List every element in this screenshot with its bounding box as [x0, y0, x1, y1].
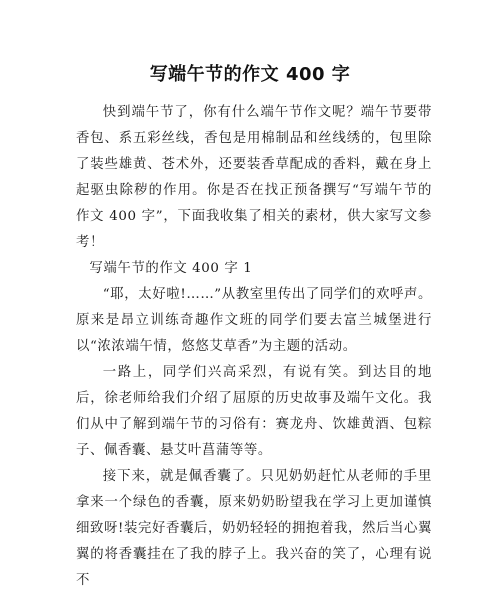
essay-subtitle: 写端午节的作文 400 字 1	[89, 261, 253, 276]
body-paragraph: 接下来，就是佩香囊了。只见奶奶赶忙从老师的手里拿来一个绿色的香囊，原来奶奶盼望我在学习上更加谨慎细致呀!装完好香囊后，奶奶轻轻的拥抱着我，然后当心翼翼的将香囊挂在了我的脖子上。我兴奋的笑了，心理有说不	[76, 469, 432, 588]
document-body	[76, 100, 432, 594]
document-title: 写端午节的作文 400 字	[149, 64, 351, 85]
intro-paragraph: 快到端午节了，你有什么端午节作文呢？端午节要带香包、系五彩丝线，香包是用棉制品和丝线绣的，包里除了装些雄黄、苍术外，还要装香草配成的香料，戴在身上起驱虫除秽的作用。你是否在找正预备撰写“写端午节的作文 400 字”，下面我收集了相关的素材，供大家写文参考！	[76, 105, 432, 250]
body-paragraph: 一路上，同学们兴高采烈，有说有笑。到达目的地后，徐老师给我们介绍了屈原的历史故事及端午文化。我们从中了解到端午节的习俗有：赛龙舟、饮雄黄酒、包粽子、佩香囊、悬艾叶菖蒲等等。	[76, 365, 432, 458]
body-paragraph: “耶，太好啦!……”从教室里传出了同学们的欢呼声。原来是昂立训练奇趣作文班的同学们要去富兰城堡进行以“浓浓端午情，悠悠艾草香”为主题的活动。	[76, 287, 432, 354]
